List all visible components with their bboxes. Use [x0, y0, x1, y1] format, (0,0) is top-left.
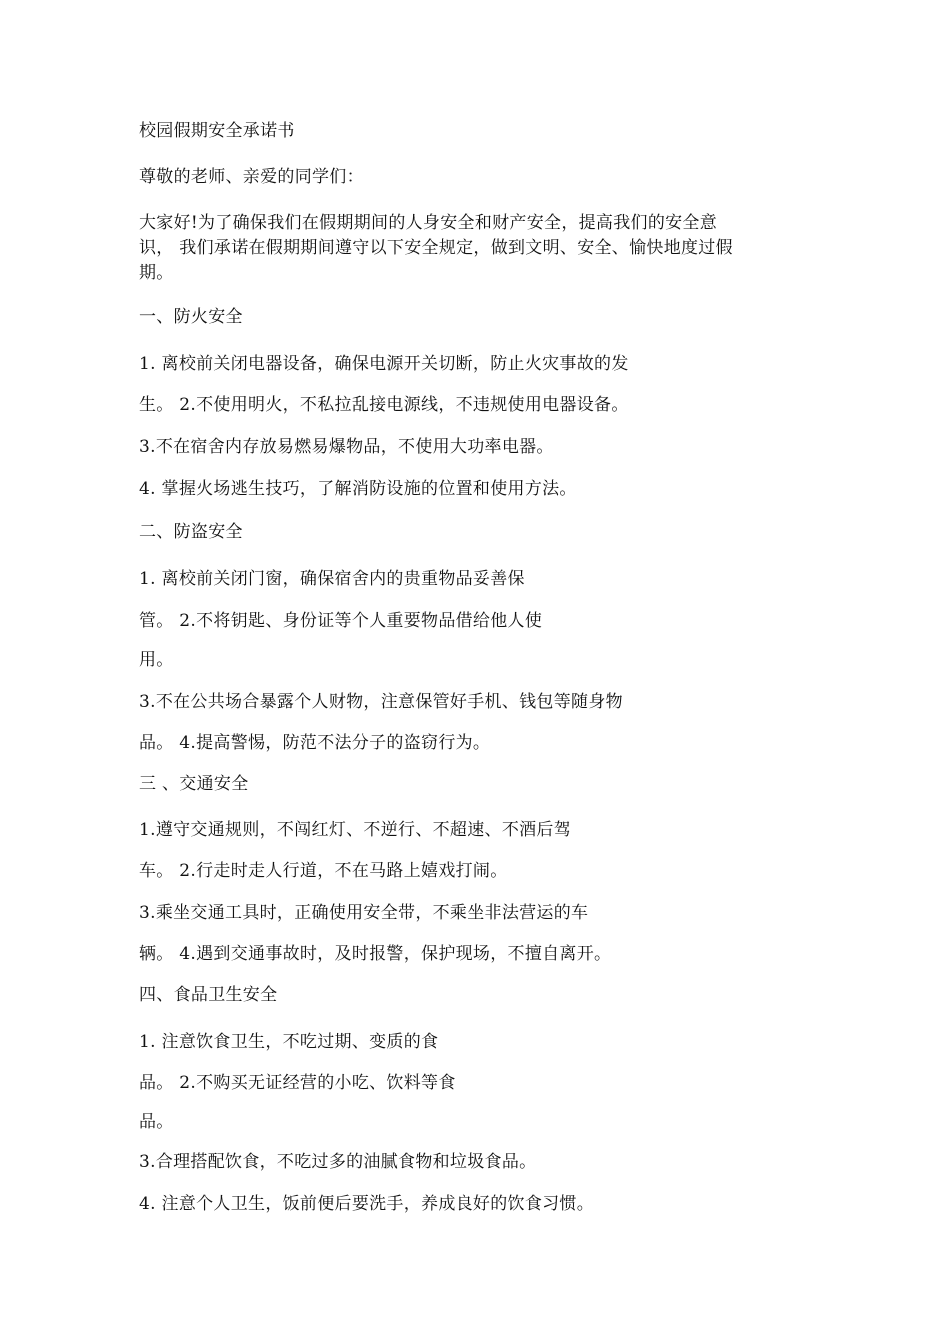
section-food-line: 品。 2.不购买无证经营的小吃、饮料等食: [139, 1073, 456, 1093]
section-theft-line: 用。: [139, 650, 174, 670]
section-fire-line: 生。 2.不使用明火，不私拉乱接电源线，不违规使用电器设备。: [139, 395, 629, 415]
document-title: 校园假期安全承诺书: [139, 121, 295, 141]
greeting: 尊敬的老师、亲爱的同学们：: [139, 167, 364, 187]
section-theft-line: 品。 4.提高警惕，防范不法分子的盗窃行为。: [139, 733, 491, 753]
section-heading-traffic: 三 、交通安全: [139, 774, 249, 794]
section-traffic-line: 车。 2.行走时走人行道，不在马路上嬉戏打闹。: [139, 861, 508, 881]
section-theft-line: 3.不在公共场合暴露个人财物，注意保管好手机、钱包等随身物: [139, 692, 623, 712]
section-theft-line: 1. 离校前关闭门窗，确保宿舍内的贵重物品妥善保: [139, 569, 525, 589]
section-fire-line: 1. 离校前关闭电器设备，确保电源开关切断，防止火灾事故的发: [139, 354, 629, 374]
section-traffic-line: 1.遵守交通规则，不闯红灯、不逆行、不超速、不酒后驾: [139, 820, 572, 840]
section-fire-line: 3.不在宿舍内存放易燃易爆物品，不使用大功率电器。: [139, 437, 554, 457]
section-heading-food: 四、食品卫生安全: [139, 985, 278, 1005]
section-heading-theft: 二、防盗安全: [139, 522, 243, 542]
section-heading-fire: 一、防火安全: [139, 307, 243, 327]
intro-line: 大家好!为了确保我们在假期期间的人身安全和财产安全，提高我们的安全意: [139, 213, 718, 233]
section-fire-line: 4. 掌握火场逃生技巧，了解消防设施的位置和使用方法。: [139, 479, 577, 499]
section-traffic-line: 3.乘坐交通工具时，正确使用安全带，不乘坐非法营运的车: [139, 903, 589, 923]
section-traffic-line: 辆。 4.遇到交通事故时，及时报警，保护现场，不擅自离开。: [139, 944, 612, 964]
section-food-line: 3.合理搭配饮食，不吃过多的油腻食物和垃圾食品。: [139, 1152, 537, 1172]
section-food-line: 品。: [139, 1112, 174, 1132]
section-theft-line: 管。 2.不将钥匙、身份证等个人重要物品借给他人使: [139, 611, 543, 631]
intro-line: 识， 我们承诺在假期期间遵守以下安全规定，做到文明、安全、愉快地度过假: [139, 238, 733, 258]
section-food-line: 4. 注意个人卫生，饭前便后要洗手，养成良好的饮食习惯。: [139, 1194, 595, 1214]
section-food-line: 1. 注意饮食卫生，不吃过期、变质的食: [139, 1032, 439, 1052]
intro-line: 期。: [139, 263, 174, 283]
